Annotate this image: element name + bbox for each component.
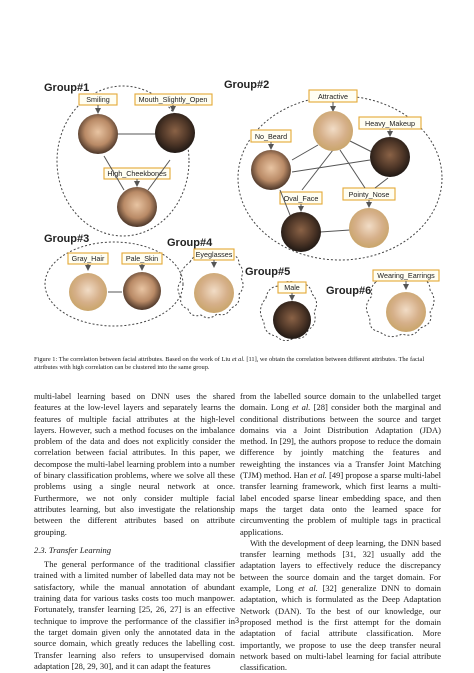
paragraph: The general performance of the traditional classifier trained with a limited number of labelled data may not be satisfactory, while the manual annotation of abundant training data for various tasks costs too much manpower. Fortunately, transfer learning [25, 26, 27] is an effective technique to improve the performance of the classifier in the target domain given only the annotated data in the source domain, which greatly reduces the labelling cost. Transfer learning also refers to unsupervised domain adaptation [28, 29, 30], and it can adapt the features (34, 559, 235, 671)
svg-text:High_Cheekbones: High_Cheekbones (107, 169, 167, 178)
face-photo-smiling (78, 114, 118, 154)
face-photo-mouth-open (155, 113, 195, 153)
svg-text:Heavy_Makeup: Heavy_Makeup (365, 119, 415, 128)
group-6-label: Group#6 (326, 285, 372, 297)
svg-text:Smiling: Smiling (86, 95, 110, 104)
svg-text:Oval_Face: Oval_Face (283, 194, 319, 203)
face-photo-oval-face (281, 212, 321, 252)
page-number: 3 (234, 615, 240, 625)
svg-text:Mouth_Slightly_Open: Mouth_Slightly_Open (138, 95, 208, 104)
tag-gray-hair (68, 253, 108, 264)
left-column (34, 391, 235, 672)
figure-caption: Figure 1: The correlation between facial attributes. Based on the work of Liu et al. [11], we obtain the correlation between different attributes. The facial attributes with high correlation can be clustered into the same group. (34, 356, 425, 372)
group-3-label: Group#3 (44, 233, 90, 245)
tag-pale-skin (122, 253, 162, 264)
svg-text:Gray_Hair: Gray_Hair (71, 254, 105, 263)
group-1-label: Group#1 (44, 82, 90, 94)
tag-eyeglasses (194, 249, 234, 260)
paragraph: multi-label learning based on DNN uses the shared features at the low-level layers and separately learns the features of multiple facial attributes at the high-level layers. However, such a method focuses on the imbalance problem of the data and does not explicitly consider the correlation between facial attributes. In this paper, we decompose the multi-label learning problem into a number of binary classification problems, where we solve all these problems using a single neural network at once. Furthermore, we not only consider multiple facial attributes learning, but also investigate the relationship between the different attributes based on attribute grouping. (34, 391, 235, 537)
tag-mouth-slightly-open (135, 94, 212, 105)
tag-oval-face (280, 192, 322, 204)
face-photo-earrings (386, 292, 426, 332)
group-4-label: Group#4 (167, 237, 213, 249)
face-photo-attractive (313, 111, 353, 151)
face-photo-heavy-makeup (370, 137, 410, 177)
right-column (240, 391, 441, 673)
face-photo-pale-skin (123, 272, 161, 310)
tag-heavy-makeup (359, 117, 421, 129)
face-photo-gray-hair (69, 273, 107, 311)
tag-pointy-nose (343, 188, 395, 200)
group-5-label: Group#5 (245, 266, 291, 278)
face-photo-pointy-nose (349, 208, 389, 248)
paragraph: With the development of deep learning, the DNN based transfer learning methods [31, 32] usually add the adaptation layers to effectively reduce the discrepancy between the source domain and the target domain. For example, Long et al. [32] generalize DNN to domain adaptation, which is formulated as the Deep Adaptation Network (DAN). To the best of our knowledge, our proposed method is the first attempt for the domain adaptation of facial attribute classification. More importantly, we propose to use the deep transfer neural network based on multi-label learning for facial attribute classification. (240, 537, 441, 673)
face-photo-cheekbones (117, 187, 157, 227)
tag-wearing-earrings (373, 270, 439, 281)
face-photo-no-beard (251, 150, 291, 190)
paragraph: from the labelled source domain to the unlabelled target domain. Long et al. [28] consider both the marginal and conditional distributions between the source and target domains via a Joint Distribution Adaptation (JDA) method. In [29], the authors propose to reduce the domain difference by jointly matching the features and reweighting the instances via a Transfer Joint Matching (TJM) method. Han et al. [49] propose a sparse multi-label transfer learning framework, which first learns a multi-label encoded sparse linear embedding space, and then maps the target data onto the learned space for circumventing the problem of multiple tags in practical applications. (240, 391, 441, 537)
svg-text:Eyeglasses: Eyeglasses (195, 250, 233, 259)
svg-text:Pale_Skin: Pale_Skin (125, 254, 159, 263)
group-2-label: Group#2 (224, 79, 270, 91)
svg-text:Attractive: Attractive (318, 92, 348, 101)
tag-smiling (79, 94, 117, 105)
tag-attractive (309, 90, 357, 102)
face-photo-male (273, 301, 311, 339)
svg-text:Male: Male (284, 283, 300, 292)
tag-male (278, 282, 306, 293)
svg-text:Wearing_Earrings: Wearing_Earrings (377, 271, 435, 280)
svg-text:No_Beard: No_Beard (254, 132, 288, 141)
section-heading: 2.3. Transfer Learning (34, 544, 111, 555)
tag-no-beard (251, 130, 291, 142)
svg-text:Pointy_Nose: Pointy_Nose (348, 190, 390, 199)
face-photo-eyeglasses (194, 273, 234, 313)
